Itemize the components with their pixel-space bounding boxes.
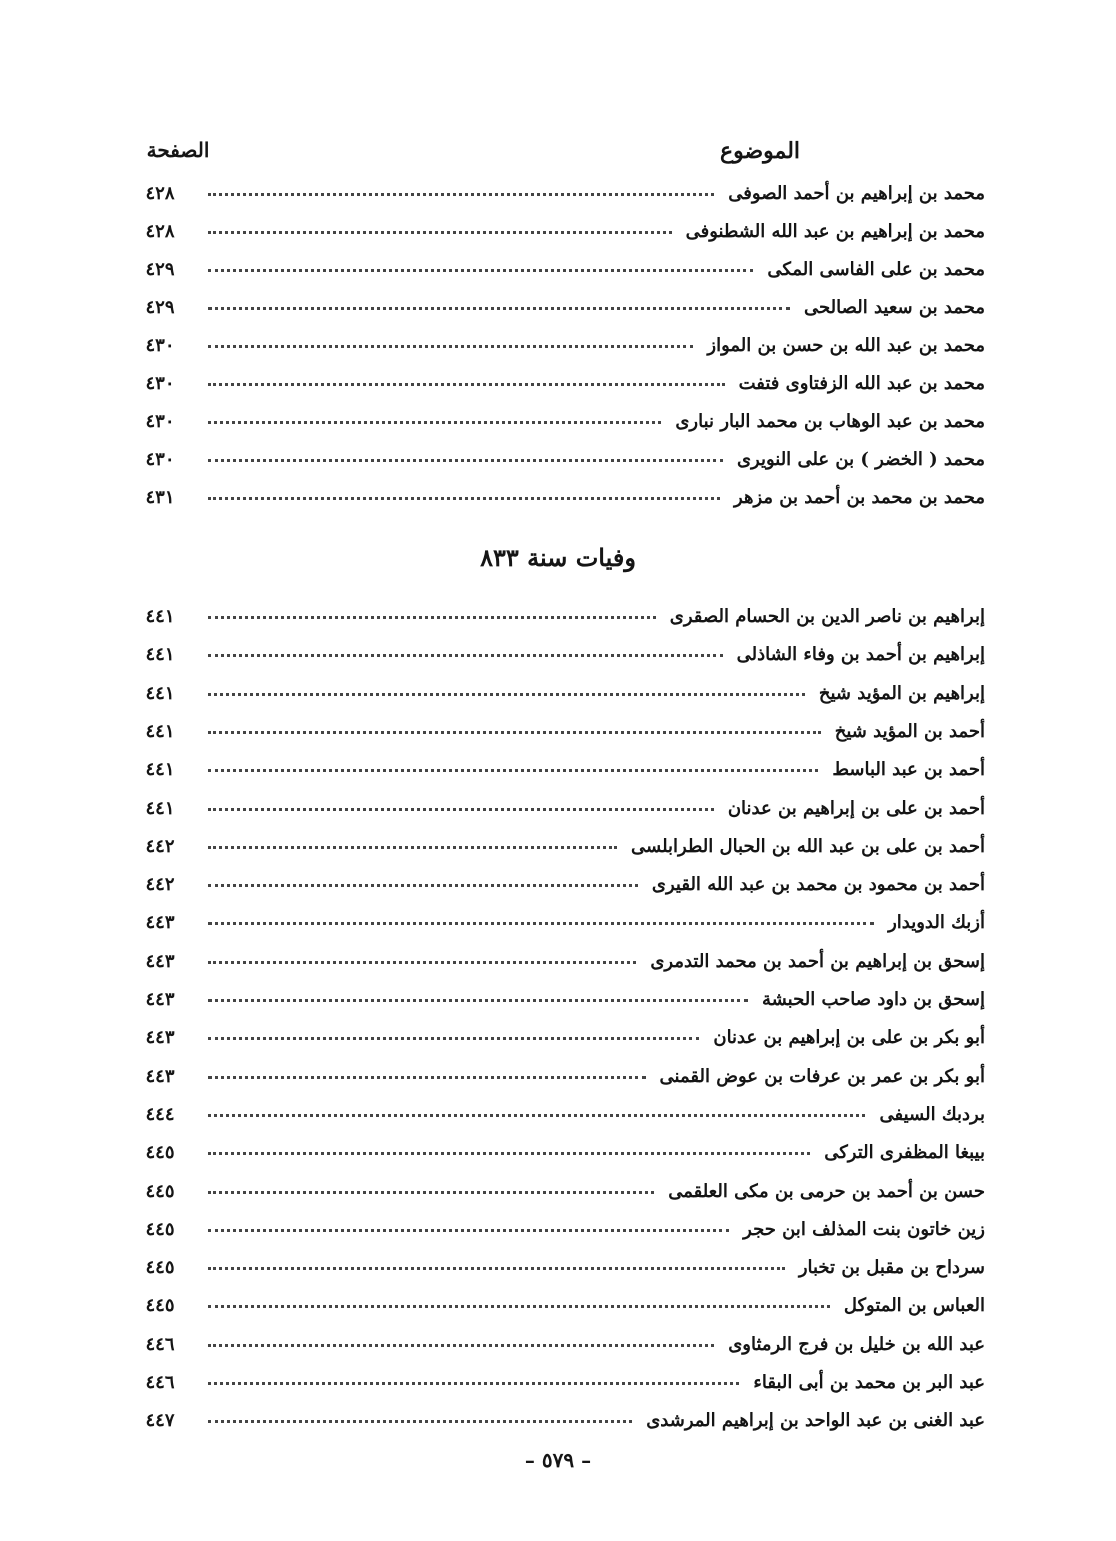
- dot-leader: [208, 870, 638, 887]
- dot-leader: [208, 1062, 646, 1079]
- section-heading: وفيات سنة ٨٣٣: [480, 543, 636, 572]
- dot-leader: [208, 483, 720, 500]
- entry-page-number: ٤٤٣: [145, 1065, 175, 1087]
- entry-name: بردبك السيفى: [879, 1103, 985, 1125]
- entry-name: محمد بن سعيد الصالحى: [804, 297, 985, 318]
- index-entry: [130, 1402, 985, 1440]
- dot-leader: [208, 794, 714, 811]
- dot-leader: [208, 602, 656, 619]
- dot-leader: [208, 217, 672, 234]
- entry-page-number: ٤٣٠: [145, 373, 175, 394]
- dot-leader: [208, 717, 821, 734]
- index-entry: [130, 289, 985, 327]
- entry-name: محمد بن محمد بن أحمد بن مزهر: [734, 487, 985, 508]
- index-entry: [130, 365, 985, 403]
- index-entry: [130, 1096, 985, 1134]
- dot-leader: [208, 1330, 714, 1347]
- index-entry: [130, 828, 985, 866]
- entry-name: عبد الغنى بن عبد الواحد بن إبراهيم المرشدى: [646, 1410, 985, 1432]
- entry-name: محمد بن عبد الوهاب بن محمد البار نبارى: [675, 411, 985, 432]
- index-entry: [130, 943, 985, 981]
- entry-page-number: ٤٤٦: [145, 1333, 175, 1355]
- index-entry: [130, 1173, 985, 1211]
- index-entry: [130, 790, 985, 828]
- dot-leader: [208, 1215, 729, 1232]
- index-entry: [130, 636, 985, 674]
- entry-name: محمد بن عبد الله بن حسن بن المواز: [707, 335, 985, 356]
- page-number: – ٥٧٩ –: [524, 1448, 592, 1472]
- index-entry: [130, 175, 985, 213]
- entry-page-number: ٤٣٠: [145, 449, 175, 470]
- entry-name: محمد بن على الفاسى المكى: [767, 259, 985, 280]
- dot-leader: [208, 832, 617, 849]
- topic-column-header: الموضوع: [719, 138, 801, 164]
- entry-page-number: ٤٤١: [145, 606, 175, 627]
- index-entry: [130, 1249, 985, 1287]
- entry-page-number: ٤٣١: [145, 487, 175, 508]
- entry-page-number: ٤٤٤: [145, 1103, 175, 1125]
- index-entry: [130, 981, 985, 1019]
- dot-leader: [208, 1023, 699, 1040]
- dot-leader: [208, 755, 818, 772]
- entry-page-number: ٤٤٥: [145, 1295, 175, 1317]
- entry-name: زين خاتون بنت المذلف ابن حجر: [743, 1218, 985, 1240]
- entry-page-number: ٤٤٥: [145, 1180, 175, 1202]
- entry-name: إسحق بن إبراهيم بن أحمد بن محمد التدمرى: [650, 950, 985, 972]
- entry-name: عبد البر بن محمد بن أبى البقاء: [753, 1372, 985, 1393]
- entry-name: أبو بكر بن على بن إبراهيم بن عدنان: [713, 1027, 985, 1049]
- entry-name: إبراهيم بن ناصر الدين بن الحسام الصقرى: [669, 606, 985, 627]
- entry-name: العباس بن المتوكل: [843, 1295, 985, 1317]
- entry-page-number: ٤٤١: [145, 797, 175, 819]
- dot-leader: [208, 1177, 654, 1194]
- index-entry: [130, 403, 985, 441]
- entry-name: محمد ( الخضر ) بن على النويرى: [736, 449, 985, 470]
- dot-leader: [208, 908, 874, 925]
- entry-page-number: ٤٤١: [145, 644, 175, 666]
- dot-leader: [208, 1291, 830, 1308]
- dot-leader: [208, 985, 748, 1002]
- dot-leader: [208, 331, 693, 348]
- entry-page-number: ٤٤١: [145, 759, 175, 781]
- index-entry: [130, 713, 985, 751]
- dot-leader: [208, 640, 723, 657]
- entry-page-number: ٤٤١: [145, 682, 175, 704]
- index-entry: [130, 1019, 985, 1057]
- index-entry: [130, 866, 985, 904]
- index-entry: [130, 598, 985, 636]
- index-entry: [130, 904, 985, 942]
- entry-name: سرداح بن مقبل بن تخبار: [798, 1257, 985, 1279]
- entry-name: أزبك الدويدار: [888, 912, 985, 934]
- entry-name: أحمد بن محمود بن محمد بن عبد الله القيرى: [651, 874, 985, 896]
- entry-name: محمد بن إبراهيم بن عبد الله الشطنوفى: [685, 221, 985, 242]
- entry-name: بيبغا المظفرى التركى: [824, 1142, 985, 1164]
- entry-page-number: ٤٤٥: [145, 1218, 175, 1240]
- dot-leader: [208, 255, 753, 272]
- entry-page-number: ٤٤١: [145, 720, 175, 742]
- dot-leader: [208, 1253, 785, 1270]
- dot-leader: [208, 1406, 632, 1423]
- entry-page-number: ٤٢٩: [145, 297, 175, 318]
- entry-name: إبراهيم بن أحمد بن وفاء الشاذلى: [736, 644, 985, 666]
- entry-page-number: ٤٤٥: [145, 1142, 175, 1164]
- dot-leader: [208, 407, 661, 424]
- dot-leader: [208, 1138, 810, 1155]
- entry-name: أحمد بن على بن إبراهيم بن عدنان: [727, 797, 985, 819]
- entry-page-number: ٤٤٣: [145, 912, 175, 934]
- index-entry: [130, 751, 985, 789]
- entry-page-number: ٤٣٠: [145, 335, 175, 356]
- entry-page-number: ٤٤٥: [145, 1257, 175, 1279]
- index-entry: [130, 1134, 985, 1172]
- entry-name: أحمد بن على بن عبد الله بن الحبال الطرابلسى: [631, 835, 985, 857]
- index-entry: [130, 1326, 985, 1364]
- entry-page-number: ٤٣٠: [145, 411, 175, 432]
- dot-leader: [208, 1100, 865, 1117]
- index-entry: [130, 251, 985, 289]
- index-entry: [130, 441, 985, 479]
- entry-page-number: ٤٤٦: [145, 1372, 175, 1393]
- index-entry: [130, 1287, 985, 1325]
- entry-name: إبراهيم بن المؤيد شيخ: [818, 682, 985, 704]
- index-entry: [130, 1364, 985, 1402]
- entry-page-number: ٤٤٢: [145, 874, 175, 896]
- index-entry: [130, 675, 985, 713]
- entry-name: أحمد بن عبد الباسط: [832, 759, 985, 781]
- entry-page-number: ٤٤٣: [145, 989, 175, 1010]
- entry-page-number: ٤٢٩: [145, 259, 175, 280]
- entry-name: محمد بن عبد الله الزفتاوى فتفت: [738, 373, 985, 394]
- entry-name: محمد بن إبراهيم بن أحمد الصوفى: [728, 183, 985, 204]
- dot-leader: [208, 369, 725, 386]
- page-column-header: الصفحة: [146, 138, 210, 162]
- index-entry: [130, 213, 985, 251]
- entry-page-number: ٤٤٣: [145, 950, 175, 972]
- dot-leader: [208, 445, 723, 462]
- dot-leader: [208, 179, 714, 196]
- entry-page-number: ٤٢٨: [145, 183, 175, 204]
- entry-name: عبد الله بن خليل بن فرج الرمثاوى: [728, 1333, 985, 1355]
- entry-name: حسن بن أحمد بن حرمى بن مكى العلقمى: [668, 1180, 985, 1202]
- entry-page-number: ٤٤٣: [145, 1027, 175, 1049]
- entry-page-number: ٤٢٨: [145, 221, 175, 242]
- entry-name: أحمد بن المؤيد شيخ: [834, 720, 985, 742]
- entry-page-number: ٤٤٢: [145, 835, 175, 857]
- index-entry: [130, 479, 985, 517]
- entry-name: إسحق بن داود صاحب الحبشة: [761, 989, 985, 1010]
- entry-name: أبو بكر بن عمر بن عرفات بن عوض القمنى: [659, 1065, 985, 1087]
- index-entry: [130, 1211, 985, 1249]
- dot-leader: [208, 947, 636, 964]
- dot-leader: [208, 293, 790, 310]
- dot-leader: [208, 1368, 739, 1385]
- index-entry: [130, 327, 985, 365]
- dot-leader: [208, 679, 805, 696]
- index-entry: [130, 1058, 985, 1096]
- entry-page-number: ٤٤٧: [145, 1410, 175, 1432]
